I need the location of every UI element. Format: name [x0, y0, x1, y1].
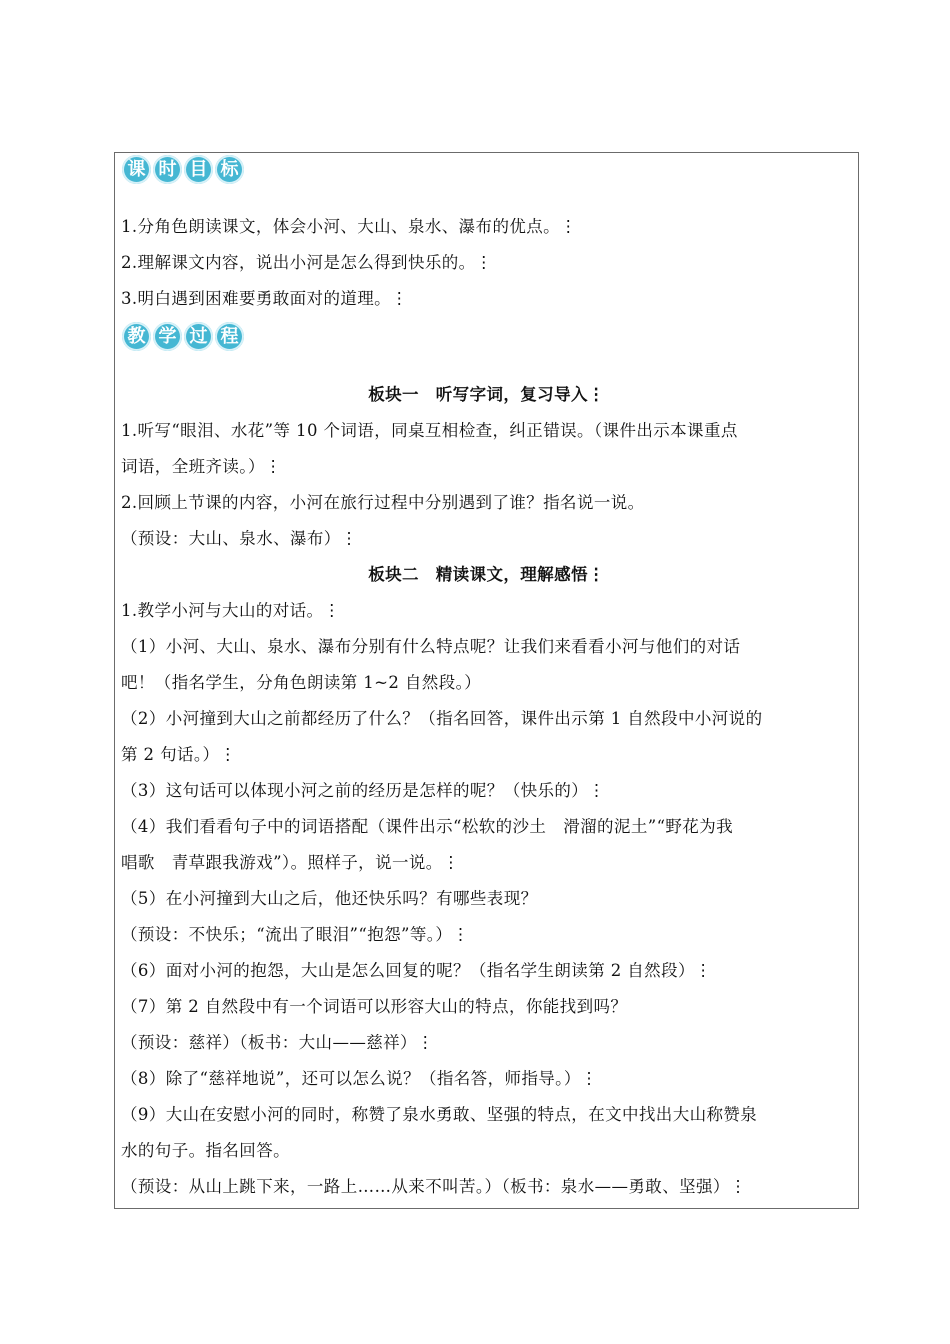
- text-line: 吧！（指名学生，分角色朗读第 1~2 自然段。）: [121, 673, 482, 692]
- process-badge-char: 学: [153, 322, 182, 351]
- process-badge-char: 程: [215, 322, 244, 351]
- text-line: 唱歌 青草跟我游戏”）。照样子，说一说。⋮: [121, 853, 460, 872]
- text-line: 1.听写“眼泪、水花”等 10 个词语，同桌互相检查，纠正错误。（课件出示本课重点: [121, 421, 738, 440]
- text-line: （预设：不快乐；“流出了眼泪”“抱怨”等。）⋮: [121, 925, 470, 944]
- text-line: （4）我们看看句子中的词语搭配（课件出示“松软的沙土 滑溜的泥土”“野花为我: [121, 817, 734, 836]
- goals-badge-char: 课: [122, 155, 151, 184]
- section-heading: 板块二 精读课文，理解感悟⋮: [368, 565, 605, 584]
- goal-item: 2.理解课文内容，说出小河是怎么得到快乐的。⋮: [121, 253, 493, 272]
- goal-item: 1.分角色朗读课文，体会小河、大山、泉水、瀑布的优点。⋮: [121, 217, 577, 236]
- process-badge-char: 教: [122, 322, 151, 351]
- text-line: 第 2 句话。）⋮: [121, 745, 237, 764]
- text-line: 词语，全班齐读。）⋮: [121, 457, 282, 476]
- text-line: （9）大山在安慰小河的同时，称赞了泉水勇敢、坚强的特点，在文中找出大山称赞泉: [121, 1105, 758, 1124]
- text-line: 1.教学小河与大山的对话。⋮: [121, 601, 341, 620]
- goals-badge-char: 时: [153, 155, 182, 184]
- text-line: （8）除了“慈祥地说”，还可以怎么说？（指名答，师指导。）⋮: [121, 1069, 598, 1088]
- goals-badge-char: 标: [215, 155, 244, 184]
- goal-item: 3.明白遇到困难要勇敢面对的道理。⋮: [121, 289, 408, 308]
- process-badge-char: 过: [184, 322, 213, 351]
- text-line: （5）在小河撞到大山之后，他还快乐吗？有哪些表现？: [121, 889, 538, 908]
- text-line: （2）小河撞到大山之前都经历了什么？（指名回答，课件出示第 1 自然段中小河说的: [121, 709, 763, 728]
- text-line: 2.回顾上节课的内容，小河在旅行过程中分别遇到了谁？指名说一说。: [121, 493, 645, 512]
- goals-badge: [122, 155, 244, 189]
- text-line: （预设：慈祥）（板书：大山——慈祥）⋮: [121, 1033, 434, 1052]
- goals-badge-char: 目: [184, 155, 213, 184]
- text-line: 水的句子。指名回答。: [121, 1141, 290, 1160]
- text-line: （6）面对小河的抱怨，大山是怎么回复的呢？（指名学生朗读第 2 自然段）⋮: [121, 961, 712, 980]
- section-heading: 板块一 听写字词，复习导入⋮: [368, 385, 605, 404]
- text-line: （1）小河、大山、泉水、瀑布分别有什么特点呢？让我们来看看小河与他们的对话: [121, 637, 741, 656]
- text-line: （7）第 2 自然段中有一个词语可以形容大山的特点，你能找到吗？: [121, 997, 628, 1016]
- text-line: （预设：从山上跳下来，一路上……从来不叫苦。）（板书：泉水——勇敢、坚强）⋮: [121, 1177, 747, 1196]
- text-line: （3）这句话可以体现小河之前的经历是怎样的呢？（快乐的）⋮: [121, 781, 606, 800]
- text-line: （预设：大山、泉水、瀑布）⋮: [121, 529, 358, 548]
- process-badge: [122, 322, 244, 356]
